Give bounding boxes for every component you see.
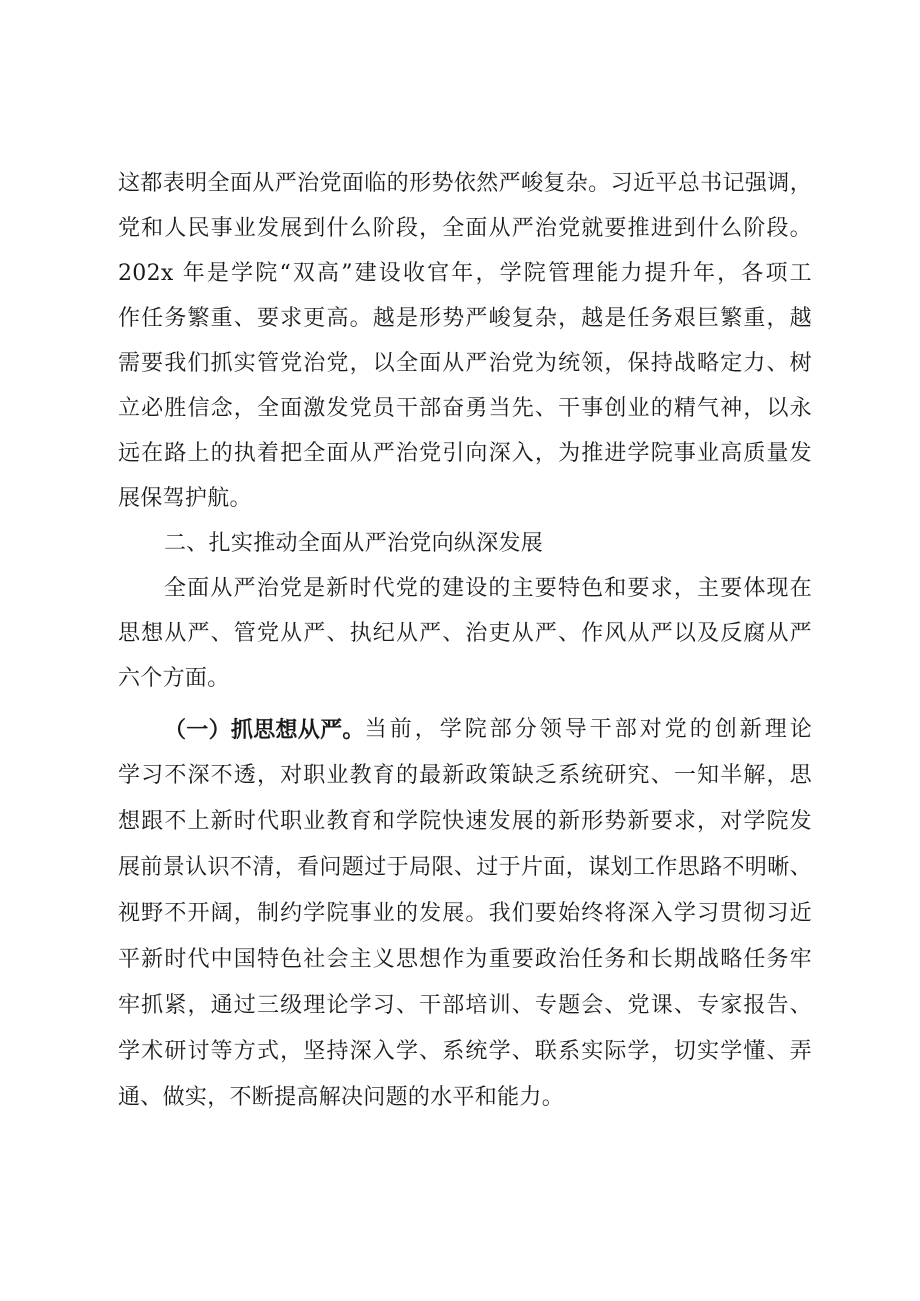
paragraph-1-line: 作任务繁重、要求更高。越是形势严峻复杂，越是任务艰巨繁重，越 bbox=[118, 306, 812, 331]
paragraph-3-line: 平新时代中国特色社会主义思想作为重要政治任务和长期战略任务牢 bbox=[118, 947, 812, 972]
paragraph-1-line-last: 展保驾护航。 bbox=[118, 486, 252, 511]
paragraph-3-line: 视野不开阔，制约学院事业的发展。我们要始终将深入学习贯彻习近 bbox=[118, 901, 812, 926]
paragraph-3-line: 学术研讨等方式，坚持深入学、系统学、联系实际学，切实学懂、弄 bbox=[118, 1039, 812, 1064]
section-heading: 二、扎实推动全面从严治党向纵深发展 bbox=[164, 531, 544, 556]
paragraph-1-line: 这都表明全面从严治党面临的形势依然严峻复杂。习近平总书记强调， bbox=[118, 171, 812, 196]
paragraph-1-line: 党和人民事业发展到什么阶段，全面从严治党就要推进到什么阶段。 bbox=[118, 216, 812, 241]
paragraph-1-line: 需要我们抓实管党治党，以全面从严治党为统领，保持战略定力、树 bbox=[118, 351, 812, 376]
paragraph-3-line: 想跟不上新时代职业教育和学院快速发展的新形势新要求，对学院发 bbox=[118, 809, 812, 834]
paragraph-1-line: 立必胜信念，全面激发党员干部奋勇当先、干事创业的精气神，以永 bbox=[118, 396, 812, 421]
paragraph-2-line-last: 六个方面。 bbox=[118, 666, 230, 691]
paragraph-1-line: 202x 年是学院“双高”建设收官年，学院管理能力提升年，各项工 bbox=[118, 261, 812, 286]
paragraph-3-line-last: 通、做实，不断提高解决问题的水平和能力。 bbox=[118, 1085, 565, 1110]
paragraph-3-line: 学习不深不透，对职业教育的最新政策缺乏系统研究、一知半解，思 bbox=[118, 763, 812, 788]
paragraph-3-first-line-text: 当前，学院部分领导干部对党的创新理论 bbox=[364, 717, 812, 742]
paragraph-3-line: 展前景认识不清，看问题过于局限、过于片面，谋划工作思路不明晰、 bbox=[118, 855, 812, 880]
paragraph-2-line-first: 全面从严治党是新时代党的建设的主要特色和要求，主要体现在 bbox=[164, 576, 812, 601]
subheading-thought-strict: （一）抓思想从严。 bbox=[164, 717, 365, 743]
paragraph-1-line: 远在路上的执着把全面从严治党引向深入，为推进学院事业高质量发 bbox=[118, 441, 812, 466]
paragraph-3-line-first bbox=[164, 710, 812, 750]
paragraph-2-line: 思想从严、管党从严、执纪从严、治吏从严、作风从严以及反腐从严 bbox=[118, 621, 812, 646]
paragraph-3-line: 牢抓紧，通过三级理论学习、干部培训、专题会、党课、专家报告、 bbox=[118, 993, 812, 1018]
